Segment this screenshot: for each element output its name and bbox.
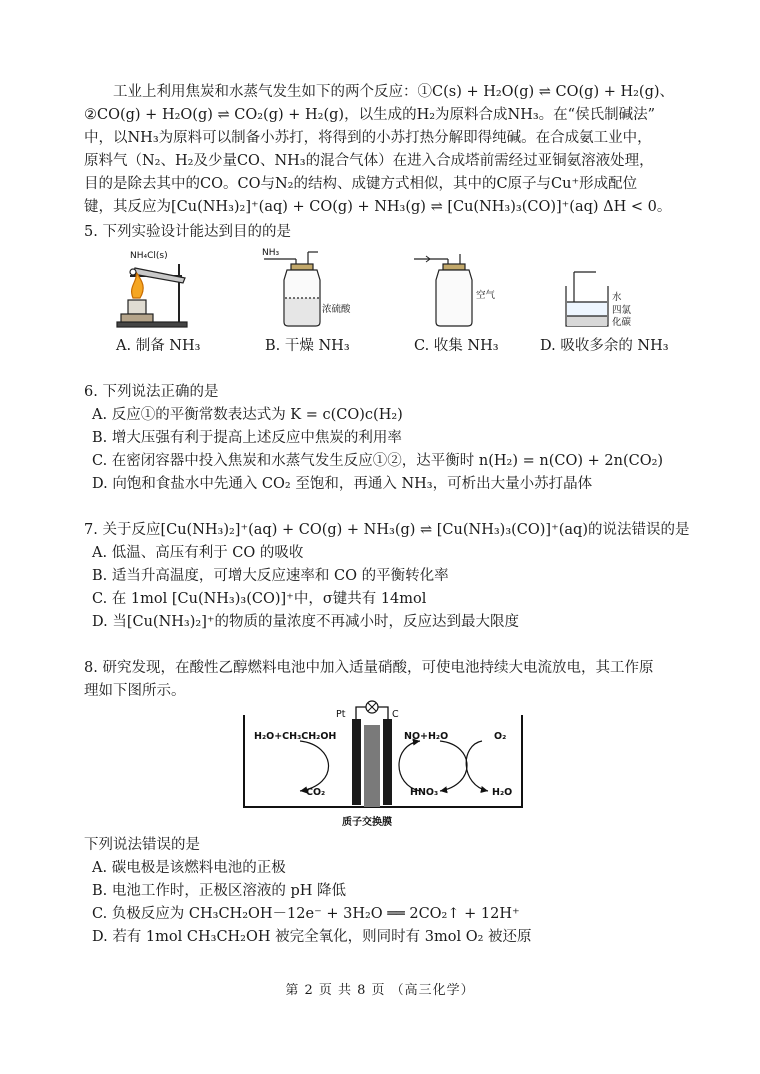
intro-line-6: 键，其反应为[Cu(NH₃)₂]⁺(aq) + CO(g) + NH₃(g) ⇌ [Cu(NH₃)₃(CO)]⁺(aq) ΔH < 0。 — [84, 199, 672, 215]
q5-stem: 5. 下列实验设计能达到目的的是 — [84, 224, 291, 240]
apparatus-d-absorption-beaker — [566, 272, 608, 326]
intro-line-2: ②CO(g) + H₂O(g) ⇌ CO₂(g) + H₂(g)，以生成的H₂为原料合成NH₃。在“侯氏制碱法” — [84, 107, 655, 123]
q7-option-d: D. 当[Cu(NH₃)₂]⁺的物质的量浓度不再减小时，反应达到最大限度 — [92, 614, 519, 630]
label-mid-top: NO+H₂O — [404, 731, 449, 742]
apparatus-a-heating-setup — [117, 264, 187, 327]
apparatus-d-label-ccl4-2: 化碳 — [612, 317, 632, 328]
q5-option-d: D. 吸收多余的 NH₃ — [540, 338, 669, 354]
intro-line-5: 目的是除去其中的CO。CO与N₂的结构、成键方式相似，其中的C原子与Cu⁺形成配位 — [84, 176, 638, 192]
apparatus-b-drying-bottle — [264, 252, 320, 326]
label-left-bottom: CO₂ — [306, 787, 326, 798]
apparatus-c-label-air: 空气 — [476, 290, 496, 301]
q7-stem: 7. 关于反应[Cu(NH₃)₂]⁺(aq) + CO(g) + NH₃(g) ⇌ [Cu(NH₃)₃(CO)]⁺(aq)的说法错误的是 — [84, 522, 690, 538]
label-pt: Pt — [336, 709, 346, 720]
q8-stem-line-1: 8. 研究发现，在酸性乙醇燃料电池中加入适量硝酸，可使电池持续大电流放电，其工作原 — [84, 660, 654, 676]
label-c: C — [392, 709, 399, 720]
q5-option-b: B. 干燥 NH₃ — [265, 338, 350, 354]
q8-fuel-cell-diagram — [0, 695, 760, 835]
intro-line-1: 工业上利用焦炭和水蒸气发生如下的两个反应：①C(s) + H₂O(g) ⇌ CO(g) + H₂(g)、 — [113, 84, 675, 100]
q7-option-a: A. 低温、高压有利于 CO 的吸收 — [92, 545, 304, 561]
apparatus-c-collection-bottle — [414, 254, 472, 326]
label-right-bottom: H₂O — [492, 787, 513, 798]
q6-stem: 6. 下列说法正确的是 — [84, 384, 219, 400]
apparatus-d-label-ccl4-1: 四氯 — [612, 305, 632, 316]
carbon-electrode — [383, 719, 392, 805]
proton-exchange-membrane — [364, 725, 380, 807]
apparatus-a-label-nh4cl: NH₄Cl(s) — [130, 251, 168, 261]
q7-option-c: C. 在 1mol [Cu(NH₃)₃(CO)]⁺中，σ键共有 14mol — [92, 591, 427, 607]
q5-option-c: C. 收集 NH₃ — [414, 338, 499, 354]
q8-stem-line-2: 理如下图所示。 — [84, 683, 186, 699]
q6-option-a: A. 反应①的平衡常数表达式为 K = c(CO)c(H₂) — [92, 407, 403, 423]
apparatus-d-label-water: 水 — [612, 292, 622, 303]
q8-option-c: C. 负极反应为 CH₃CH₂OH－12e⁻ + 3H₂O ══ 2CO₂↑ + 12H⁺ — [92, 906, 520, 922]
intro-line-4: 原料气（N₂、H₂及少量CO、NH₃的混合气体）在进入合成塔前需经过亚铜氨溶液处理， — [84, 153, 654, 169]
q5-option-a: A. 制备 NH₃ — [116, 338, 201, 354]
label-mid-bottom: HNO₃ — [410, 787, 439, 798]
page-footer: 第 2 页 共 8 页 （高三化学） — [285, 983, 475, 998]
q6-option-b: B. 增大压强有利于提高上述反应中焦炭的利用率 — [92, 430, 402, 446]
q7-option-b: B. 适当升高温度，可增大反应速率和 CO 的平衡转化率 — [92, 568, 449, 584]
q5-apparatus-figure — [0, 240, 760, 340]
apparatus-b-label-nh3: NH₃ — [262, 248, 280, 258]
q6-option-d: D. 向饱和食盐水中先通入 CO₂ 至饱和，再通入 NH₃，可析出大量小苏打晶体 — [92, 476, 593, 492]
label-membrane: 质子交换膜 — [342, 817, 392, 828]
q8-option-b: B. 电池工作时，正极区溶液的 pH 降低 — [92, 883, 347, 899]
intro-line-3: 中，以NH₃为原料可以制备小苏打，将得到的小苏打热分解即得纯碱。在合成氨工业中， — [84, 130, 652, 146]
q8-option-d: D. 若有 1mol CH₃CH₂OH 被完全氧化，则同时有 3mol O₂ 被还原 — [92, 929, 532, 945]
label-left-top: H₂O+CH₃CH₂OH — [254, 731, 337, 742]
q6-option-c: C. 在密闭容器中投入焦炭和水蒸气发生反应①②，达平衡时 n(H₂) = n(CO) + 2n(CO₂) — [92, 453, 664, 469]
q8-question: 下列说法错误的是 — [84, 837, 200, 853]
apparatus-b-label-h2so4: 浓硫酸 — [322, 304, 351, 315]
label-right-top: O₂ — [494, 731, 507, 742]
pt-electrode — [352, 719, 361, 805]
q8-option-a: A. 碳电极是该燃料电池的正极 — [92, 860, 286, 876]
apparatus-c-arrow-icon — [418, 256, 430, 262]
intro-paragraph — [84, 81, 700, 219]
